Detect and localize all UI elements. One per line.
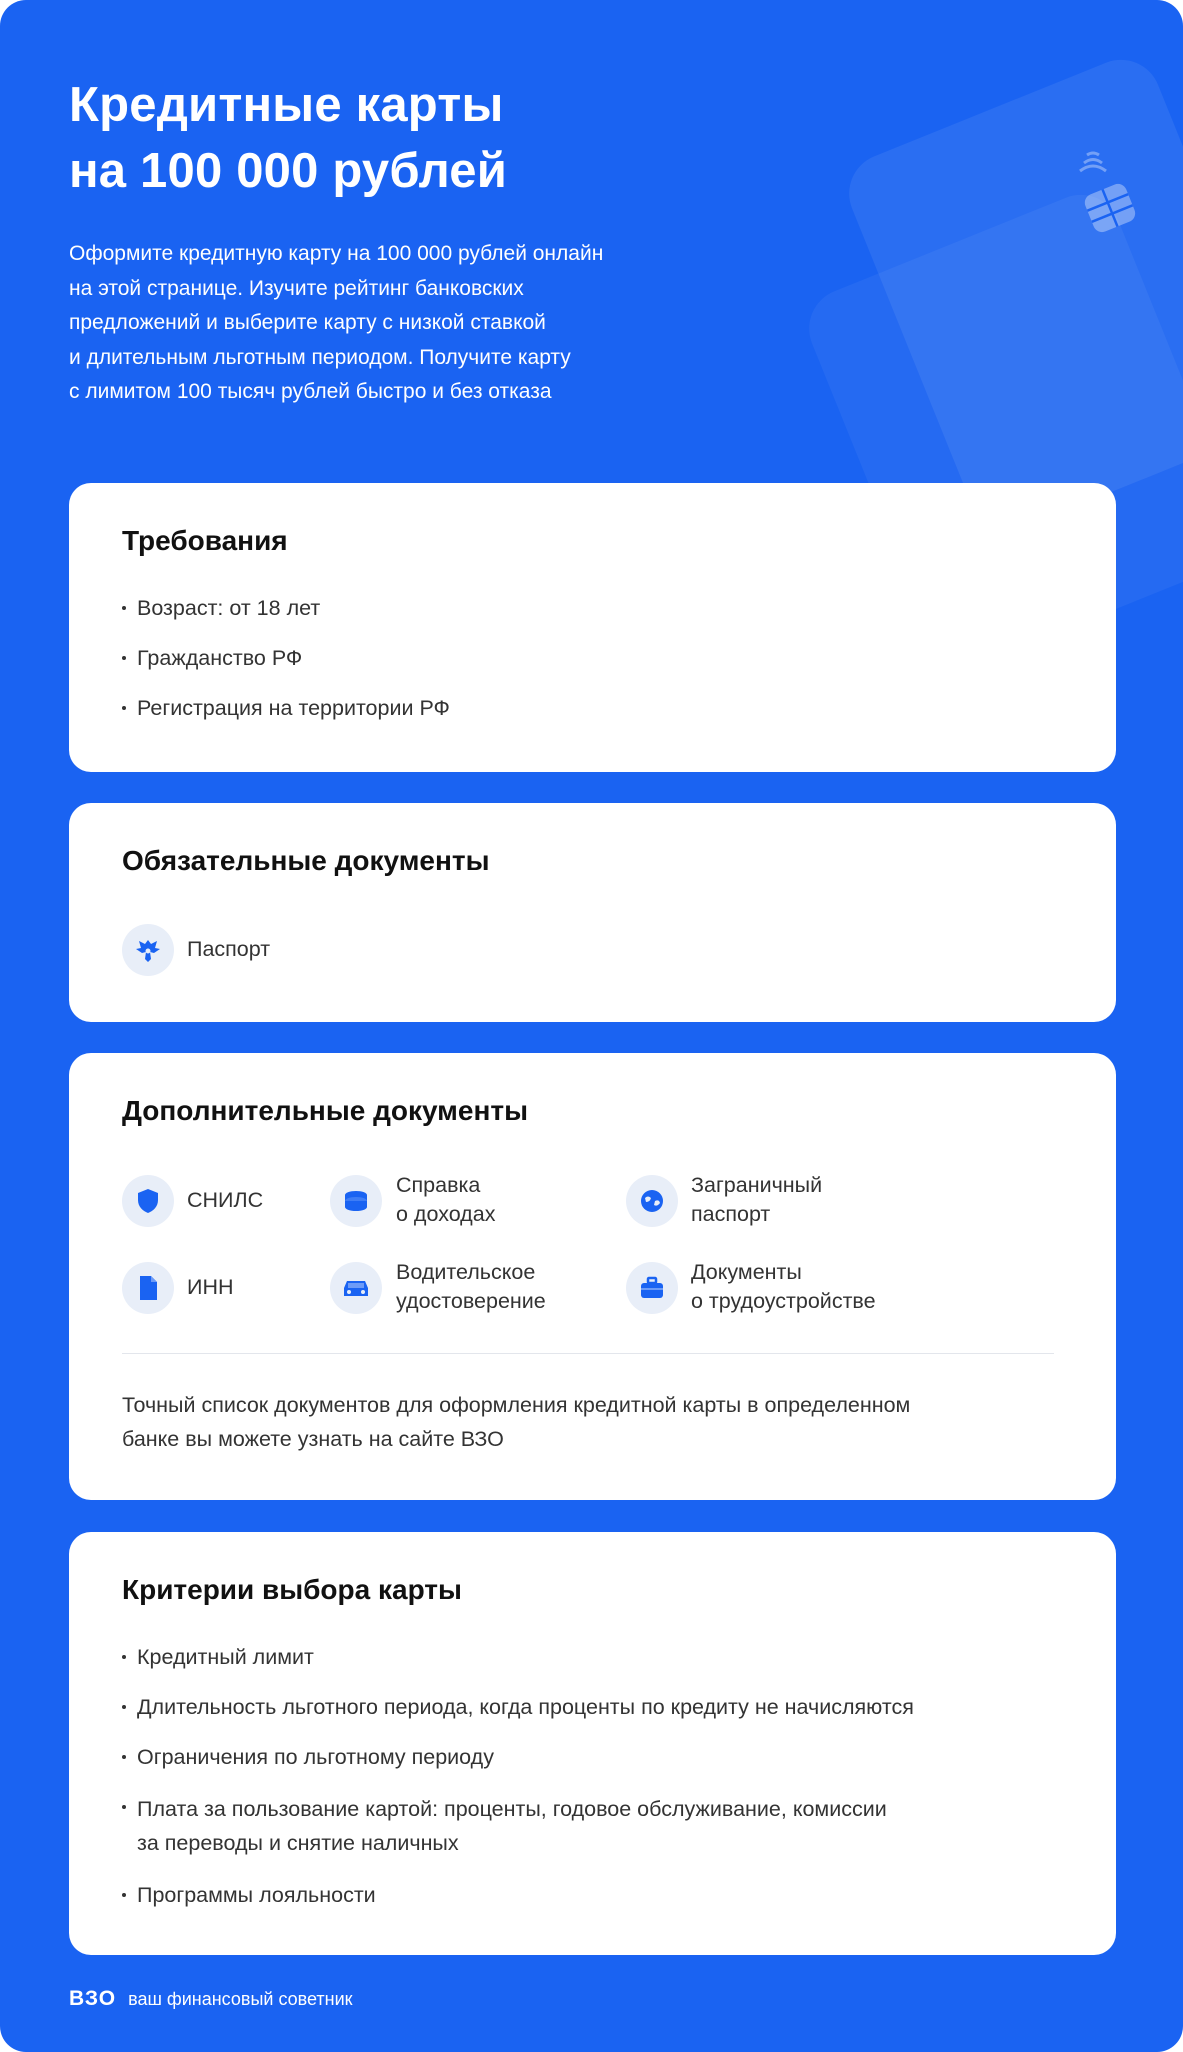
list-item: Возраст: от 18 лет — [122, 593, 450, 623]
brand-logo: ВЗО — [69, 1987, 117, 2010]
document-label: Водительское удостоверение — [396, 1260, 546, 1313]
required-documents-title: Обязательные документы — [122, 845, 490, 876]
shield-icon — [122, 1175, 174, 1227]
coins-icon — [330, 1175, 382, 1227]
document-label: Справка о доходах — [396, 1173, 496, 1226]
required-documents-card — [69, 803, 1116, 1022]
requirements-list — [122, 593, 450, 723]
document-label: ИНН — [187, 1275, 234, 1299]
list-item: Гражданство РФ — [122, 643, 450, 673]
card-chip-icon — [1078, 176, 1142, 240]
brand-tagline: ваш финансовый советник — [128, 1988, 353, 2009]
list-item: Кредитный лимит — [122, 1642, 914, 1672]
document-icon — [122, 1262, 174, 1314]
document-label: Документы о трудоустройстве — [691, 1260, 876, 1313]
document-label: Заграничный паспорт — [691, 1173, 823, 1226]
requirements-card — [69, 483, 1116, 772]
requirements-title: Требования — [122, 525, 288, 556]
document-label: СНИЛС — [187, 1188, 264, 1212]
list-item: Плата за пользование картой: проценты, годовое обслуживание, комиссии за переводы и снятие наличных — [122, 1792, 914, 1860]
divider — [122, 1353, 1054, 1354]
list-item: Ограничения по льготному периоду — [122, 1742, 914, 1772]
globe-icon — [626, 1175, 678, 1227]
criteria-list — [122, 1642, 914, 1910]
documents-note: Точный список документов для оформления кредитной карты в определенном банке вы можете узнать на сайте ВЗО — [122, 1393, 911, 1451]
footer — [69, 1987, 353, 2011]
additional-documents-card — [69, 1053, 1116, 1500]
list-item: Регистрация на территории РФ — [122, 693, 450, 723]
contactless-icon — [1076, 147, 1110, 177]
emblem-icon — [122, 924, 174, 976]
page-description: Оформите кредитную карту на 100 000 рублей онлайн на этой странице. Изучите рейтинг банковских предложений и выберите карту с низкой ставкой и длительным льготным периодом. Получите карту с лимитом 100 тысяч рублей быстро и без отказа — [69, 242, 604, 403]
criteria-title: Критерии выбора карты — [122, 1574, 462, 1605]
document-label: Паспорт — [187, 937, 271, 961]
list-item: Длительность льготного периода, когда проценты по кредиту не начисляются — [122, 1692, 914, 1722]
list-item: Программы лояльности — [122, 1880, 914, 1910]
additional-documents-title: Дополнительные документы — [122, 1095, 528, 1126]
criteria-card — [69, 1532, 1116, 1955]
car-icon — [330, 1262, 382, 1314]
briefcase-icon — [626, 1262, 678, 1314]
page-title: Кредитные карты на 100 000 рублей — [69, 78, 508, 198]
